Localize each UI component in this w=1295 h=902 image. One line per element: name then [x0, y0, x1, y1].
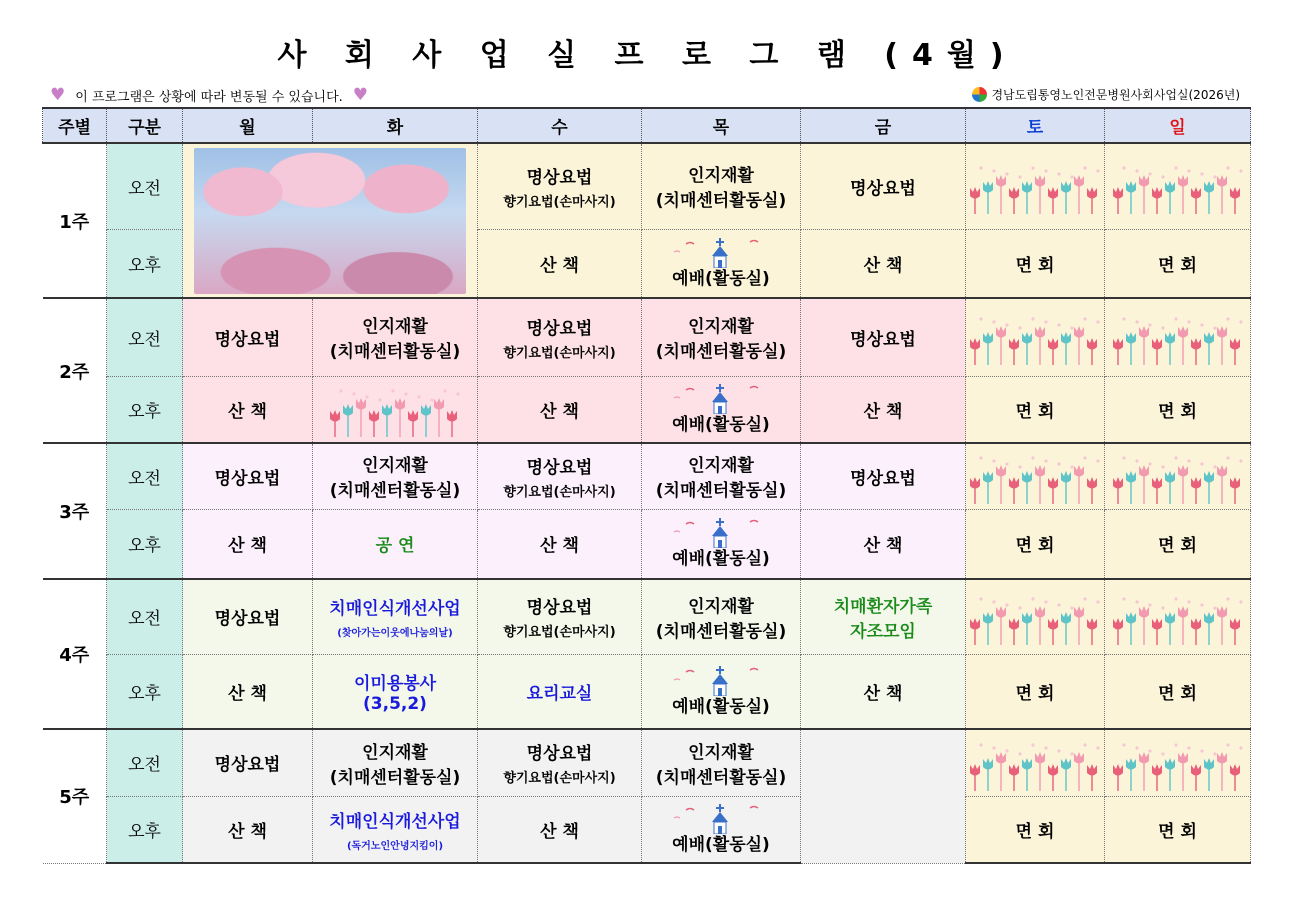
- cell: [478, 443, 642, 509]
- program: 요리교실: [526, 683, 593, 704]
- cell: [478, 143, 642, 229]
- cell: 명상요법: [183, 443, 313, 509]
- program-sub: 향기요법(손마사지): [503, 484, 616, 500]
- slot-pm: 오후: [107, 229, 183, 298]
- worship-cell: [642, 376, 801, 443]
- cell: [313, 509, 478, 579]
- cell: 명상요법: [801, 298, 966, 376]
- program-sub: (독거노인안녕지킴이): [346, 840, 444, 852]
- organization-text: 경남도립통영노인전문병원사회사업실(2026년): [991, 88, 1240, 102]
- tulip-flowers-image: [969, 448, 1101, 504]
- program-place: (치매센터활동실): [655, 191, 787, 212]
- program-sub: 향기요법(손마사지): [503, 194, 616, 210]
- program: 예배(활동실): [672, 414, 770, 435]
- cell: 면 회: [1105, 229, 1251, 298]
- cell: 면 회: [1105, 654, 1251, 729]
- header-fri: 금: [801, 108, 966, 143]
- cell: [478, 298, 642, 376]
- tulip-flowers-image: [1112, 589, 1244, 645]
- program: 인지재활: [362, 317, 428, 338]
- slot-am: 오전: [107, 443, 183, 509]
- tulip-flowers-image: [969, 589, 1101, 645]
- cell: 산 책: [801, 509, 966, 579]
- week-label: 4주: [43, 579, 107, 729]
- flowers-cell: [313, 376, 478, 443]
- tulip-flowers-image: [1112, 309, 1244, 365]
- cell: 명상요법: [183, 579, 313, 654]
- notice-text: 이 프로그램은 상황에 따라 변동될 수 있습니다.: [75, 89, 343, 105]
- program-sub: (찾아가는이웃에나눔의날): [337, 628, 453, 640]
- cell: 면 회: [966, 796, 1105, 863]
- program: 치매인식개선사업: [329, 599, 461, 620]
- program: 명상요법: [526, 744, 593, 765]
- program: 공 연: [375, 536, 415, 557]
- flowers-cell: [966, 443, 1105, 509]
- flowers-cell: [1105, 579, 1251, 654]
- cell: [642, 143, 801, 229]
- flowers-cell: [966, 579, 1105, 654]
- program-place: (치매센터활동실): [655, 621, 787, 642]
- cell: 명상요법: [183, 298, 313, 376]
- slot-pm: 오후: [107, 376, 183, 443]
- program-place: (치매센터활동실): [329, 481, 461, 502]
- org-logo-icon: [972, 87, 987, 102]
- cherry-blossom-cell: [183, 143, 478, 298]
- program: 명상요법: [526, 318, 593, 339]
- week-label: 3주: [43, 443, 107, 579]
- flowers-cell: [966, 729, 1105, 796]
- program: 치매환자가족: [833, 596, 933, 617]
- tulip-flowers-image: [969, 735, 1101, 791]
- slot-pm: 오후: [107, 654, 183, 729]
- cell: [642, 298, 801, 376]
- cell: 산 책: [183, 654, 313, 729]
- cell: 산 책: [478, 509, 642, 579]
- cell: 명상요법: [183, 729, 313, 796]
- heart-icon: ♥: [50, 85, 66, 105]
- cell: [478, 729, 642, 796]
- header-thu: 목: [642, 108, 801, 143]
- heart-icon: ♥: [352, 85, 369, 105]
- program: 자조모임: [850, 621, 916, 642]
- header-sun: 일: [1105, 108, 1251, 143]
- slot-am: 오전: [107, 729, 183, 796]
- program: 예배(활동실): [672, 834, 770, 855]
- header-tue: 화: [313, 108, 478, 143]
- cell: [478, 654, 642, 729]
- cell: 산 책: [183, 376, 313, 443]
- program-place: (치매센터활동실): [655, 767, 787, 788]
- flowers-cell: [1105, 443, 1251, 509]
- cell: 면 회: [966, 229, 1105, 298]
- flowers-cell: [1105, 143, 1251, 229]
- worship-cell: [642, 654, 801, 729]
- program: 치매인식개선사업: [329, 811, 461, 832]
- cell: 산 책: [478, 229, 642, 298]
- schedule-table: [42, 107, 1251, 864]
- cell: 명상요법: [801, 443, 966, 509]
- program: 명상요법: [526, 598, 593, 619]
- program-sub: (3,5,2): [363, 693, 427, 714]
- cell: 산 책: [801, 376, 966, 443]
- tulip-flowers-image: [969, 158, 1101, 214]
- program-sub: 향기요법(손마사지): [503, 625, 616, 641]
- cell: 면 회: [966, 509, 1105, 579]
- flowers-cell: [1105, 298, 1251, 376]
- cell: 산 책: [801, 229, 966, 298]
- notice: [50, 85, 368, 105]
- program-place: (치매센터활동실): [329, 767, 461, 788]
- cell: 산 책: [183, 509, 313, 579]
- worship-cell: [642, 796, 801, 863]
- cell: 면 회: [966, 376, 1105, 443]
- program: 명상요법: [526, 457, 593, 478]
- flowers-cell: [1105, 729, 1251, 796]
- flowers-cell: [966, 298, 1105, 376]
- slot-am: 오전: [107, 579, 183, 654]
- program: 인지재활: [362, 742, 428, 763]
- cell: [642, 729, 801, 796]
- program: 인지재활: [688, 317, 754, 338]
- program: 이미용봉사: [353, 673, 437, 694]
- program-place: (치매센터활동실): [329, 342, 461, 363]
- cell: [642, 443, 801, 509]
- header-mon: 월: [183, 108, 313, 143]
- header-wed: 수: [478, 108, 642, 143]
- week-label: 1주: [43, 143, 107, 298]
- slot-pm: 오후: [107, 796, 183, 863]
- slot-am: 오전: [107, 298, 183, 376]
- program: 명상요법: [526, 167, 593, 188]
- cell: 산 책: [478, 376, 642, 443]
- program-sub: 향기요법(손마사지): [503, 771, 616, 787]
- cherry-blossom-image: [194, 148, 466, 294]
- program-place: (치매센터활동실): [655, 342, 787, 363]
- empty-cell: [801, 729, 966, 863]
- program: 인지재활: [688, 742, 754, 763]
- week-label: 2주: [43, 298, 107, 443]
- tulip-flowers-image: [969, 309, 1101, 365]
- worship-cell: [642, 509, 801, 579]
- slot-pm: 오후: [107, 509, 183, 579]
- flowers-cell: [966, 143, 1105, 229]
- program-place: (치매센터활동실): [655, 481, 787, 502]
- tulip-flowers-image: [329, 381, 461, 437]
- cell: 명상요법: [801, 143, 966, 229]
- header-sat: 토: [966, 108, 1105, 143]
- cell: [478, 579, 642, 654]
- cell: 산 책: [801, 654, 966, 729]
- header-slot: 구분: [107, 108, 183, 143]
- page-title: 사 회 사 업 실 프 로 그 램 (4월): [277, 38, 1018, 73]
- program: 예배(활동실): [672, 549, 770, 570]
- worship-cell: [642, 229, 801, 298]
- cell: 산 책: [478, 796, 642, 863]
- cell: 면 회: [1105, 376, 1251, 443]
- cell: [313, 443, 478, 509]
- cell: [313, 579, 478, 654]
- program: 인지재활: [688, 456, 754, 477]
- program-sub: 향기요법(손마사지): [503, 345, 616, 361]
- tulip-flowers-image: [1112, 158, 1244, 214]
- week-label: 5주: [43, 729, 107, 863]
- organization: [972, 86, 1240, 103]
- cell: [313, 796, 478, 863]
- tulip-flowers-image: [1112, 448, 1244, 504]
- cell: [313, 298, 478, 376]
- cell: 면 회: [1105, 509, 1251, 579]
- cell: [313, 654, 478, 729]
- cell: [313, 729, 478, 796]
- cell: 면 회: [1105, 796, 1251, 863]
- header-week: 주별: [43, 108, 107, 143]
- program: 인지재활: [362, 456, 428, 477]
- program: 인지재활: [688, 166, 754, 187]
- program: 예배(활동실): [672, 696, 770, 717]
- cell: [801, 579, 966, 654]
- slot-am: 오전: [107, 143, 183, 229]
- program: 예배(활동실): [672, 268, 770, 289]
- cell: 면 회: [966, 654, 1105, 729]
- cell: [642, 579, 801, 654]
- tulip-flowers-image: [1112, 735, 1244, 791]
- cell: 산 책: [183, 796, 313, 863]
- program: 인지재활: [688, 596, 754, 617]
